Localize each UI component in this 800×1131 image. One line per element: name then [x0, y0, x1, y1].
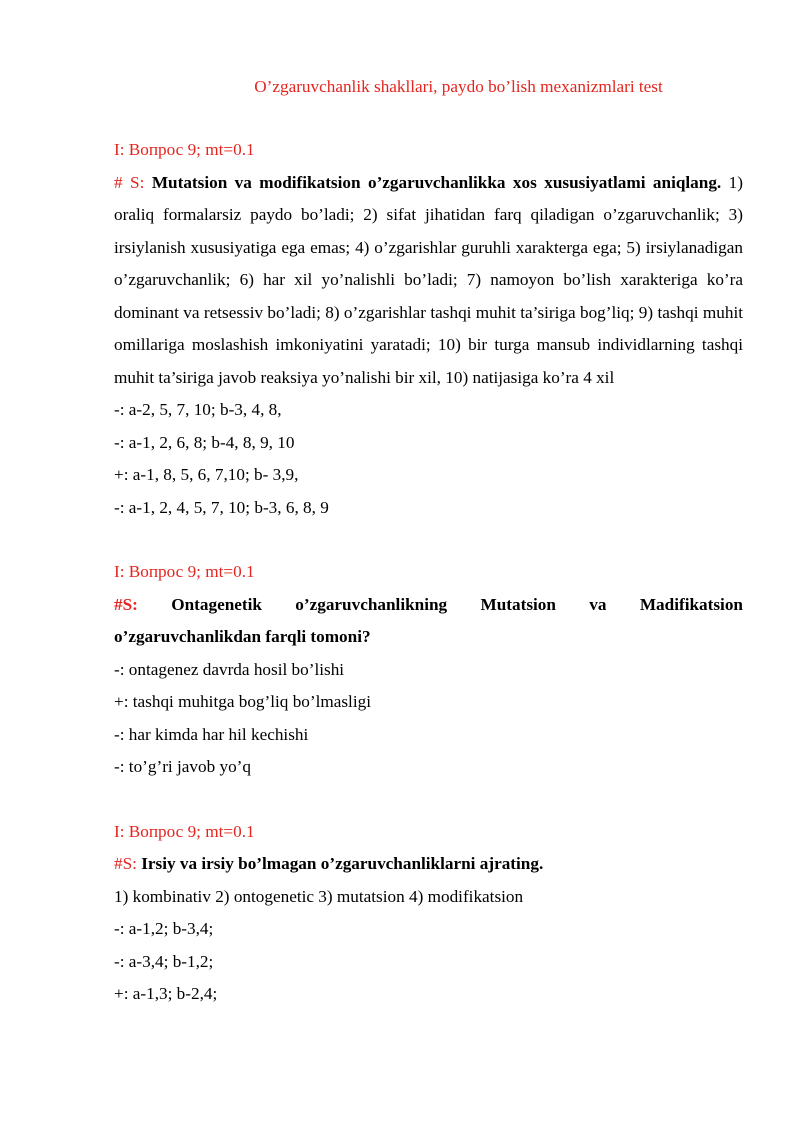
question-header: I: Вопрос 9; mt=0.1	[114, 140, 255, 159]
question-text-line-2: o’zgaruvchanlikdan farqli tomoni?	[114, 627, 371, 646]
answer-option: -: a-3,4; b-1,2;	[114, 951, 214, 971]
document-title: O’zgaruvchanlik shakllari, paydo bo’lish mexanizmlari test	[254, 77, 663, 96]
question-header: I: Вопрос 9; mt=0.1	[114, 562, 255, 581]
question-marker: #S:	[114, 854, 137, 873]
answer-option: -: a-2, 5, 7, 10; b-3, 4, 8,	[114, 400, 282, 419]
question-plain-text: 1) oraliq formalarsiz paydo bo’ladi; 2) sifat jihatidan farq qiladigan o’zgaruvchanlik; 3) irsiylanish xususiyatiga ega emas; 4) o’zgarishlar guruhli xarakterga ega; 5) irsiylanadigan o’zgaruvchanlik; 6) har xil yo’nalishli bo’ladi; 7) namoyon bo’lish xarakteriga ko’ra dominant va retsessiv bo’ladi; 8) o’zgarishlar tashqi muhit ta’siriga bog’liq; 9) tashqi muhit omillariga moslashish imkoniyatini yaratadi; 10) bir turga mansub individlarning tashqi muhit ta’siriga javob reaksiya yo’nalishi bir xil, 10) natijasiga ko’ra 4 xil	[114, 172, 743, 387]
answer-option: -: har kimda har hil kechishi	[114, 724, 309, 744]
question-marker: #S:	[114, 594, 138, 614]
question-header: I: Вопрос 9; mt=0.1	[114, 821, 255, 841]
question-bold-text: Irsiy va irsiy bo’lmagan o’zgaruvchanliklarni ajrating.	[141, 854, 544, 873]
answer-option: -: a-1,2; b-3,4;	[114, 919, 214, 938]
answer-option: +: tashqi muhitga bog’liq bo’lmasligi	[114, 692, 371, 711]
answer-option: +: a-1,3; b-2,4;	[114, 984, 218, 1003]
answer-option: +: a-1, 8, 5, 6, 7,10; b- 3,9,	[114, 465, 299, 484]
question-text	[114, 167, 743, 395]
question-word: o’zgaruvchanlikning	[295, 594, 448, 614]
answer-option: -: to’g’ri javob yo’q	[114, 757, 251, 776]
question-word: Mutatsion	[480, 594, 556, 614]
question-text	[114, 848, 743, 881]
question-text-line-1	[114, 589, 743, 622]
answer-option: -: ontagenez davrda hosil bo’lishi	[114, 659, 345, 679]
answer-option: -: a-1, 2, 4, 5, 7, 10; b-3, 6, 8, 9	[114, 497, 329, 517]
question-block-1	[114, 134, 743, 524]
question-word: va	[589, 594, 607, 614]
question-block-3	[114, 816, 743, 1011]
question-bold-text: Mutatsion va modifikatsion o’zgaruvchanlikka xos xususiyatlami aniqlang.	[151, 172, 722, 192]
document-page	[114, 70, 743, 1043]
question-marker: # S:	[114, 172, 145, 192]
answer-option: -: a-1, 2, 6, 8; b-4, 8, 9, 10	[114, 432, 295, 452]
question-options-line: 1) kombinativ 2) ontogenetic 3) mutatsion 4) modifikatsion	[114, 886, 524, 906]
question-word: Madifikatsion	[639, 594, 743, 614]
question-word: Ontagenetik	[171, 594, 262, 614]
question-block-2	[114, 556, 743, 784]
